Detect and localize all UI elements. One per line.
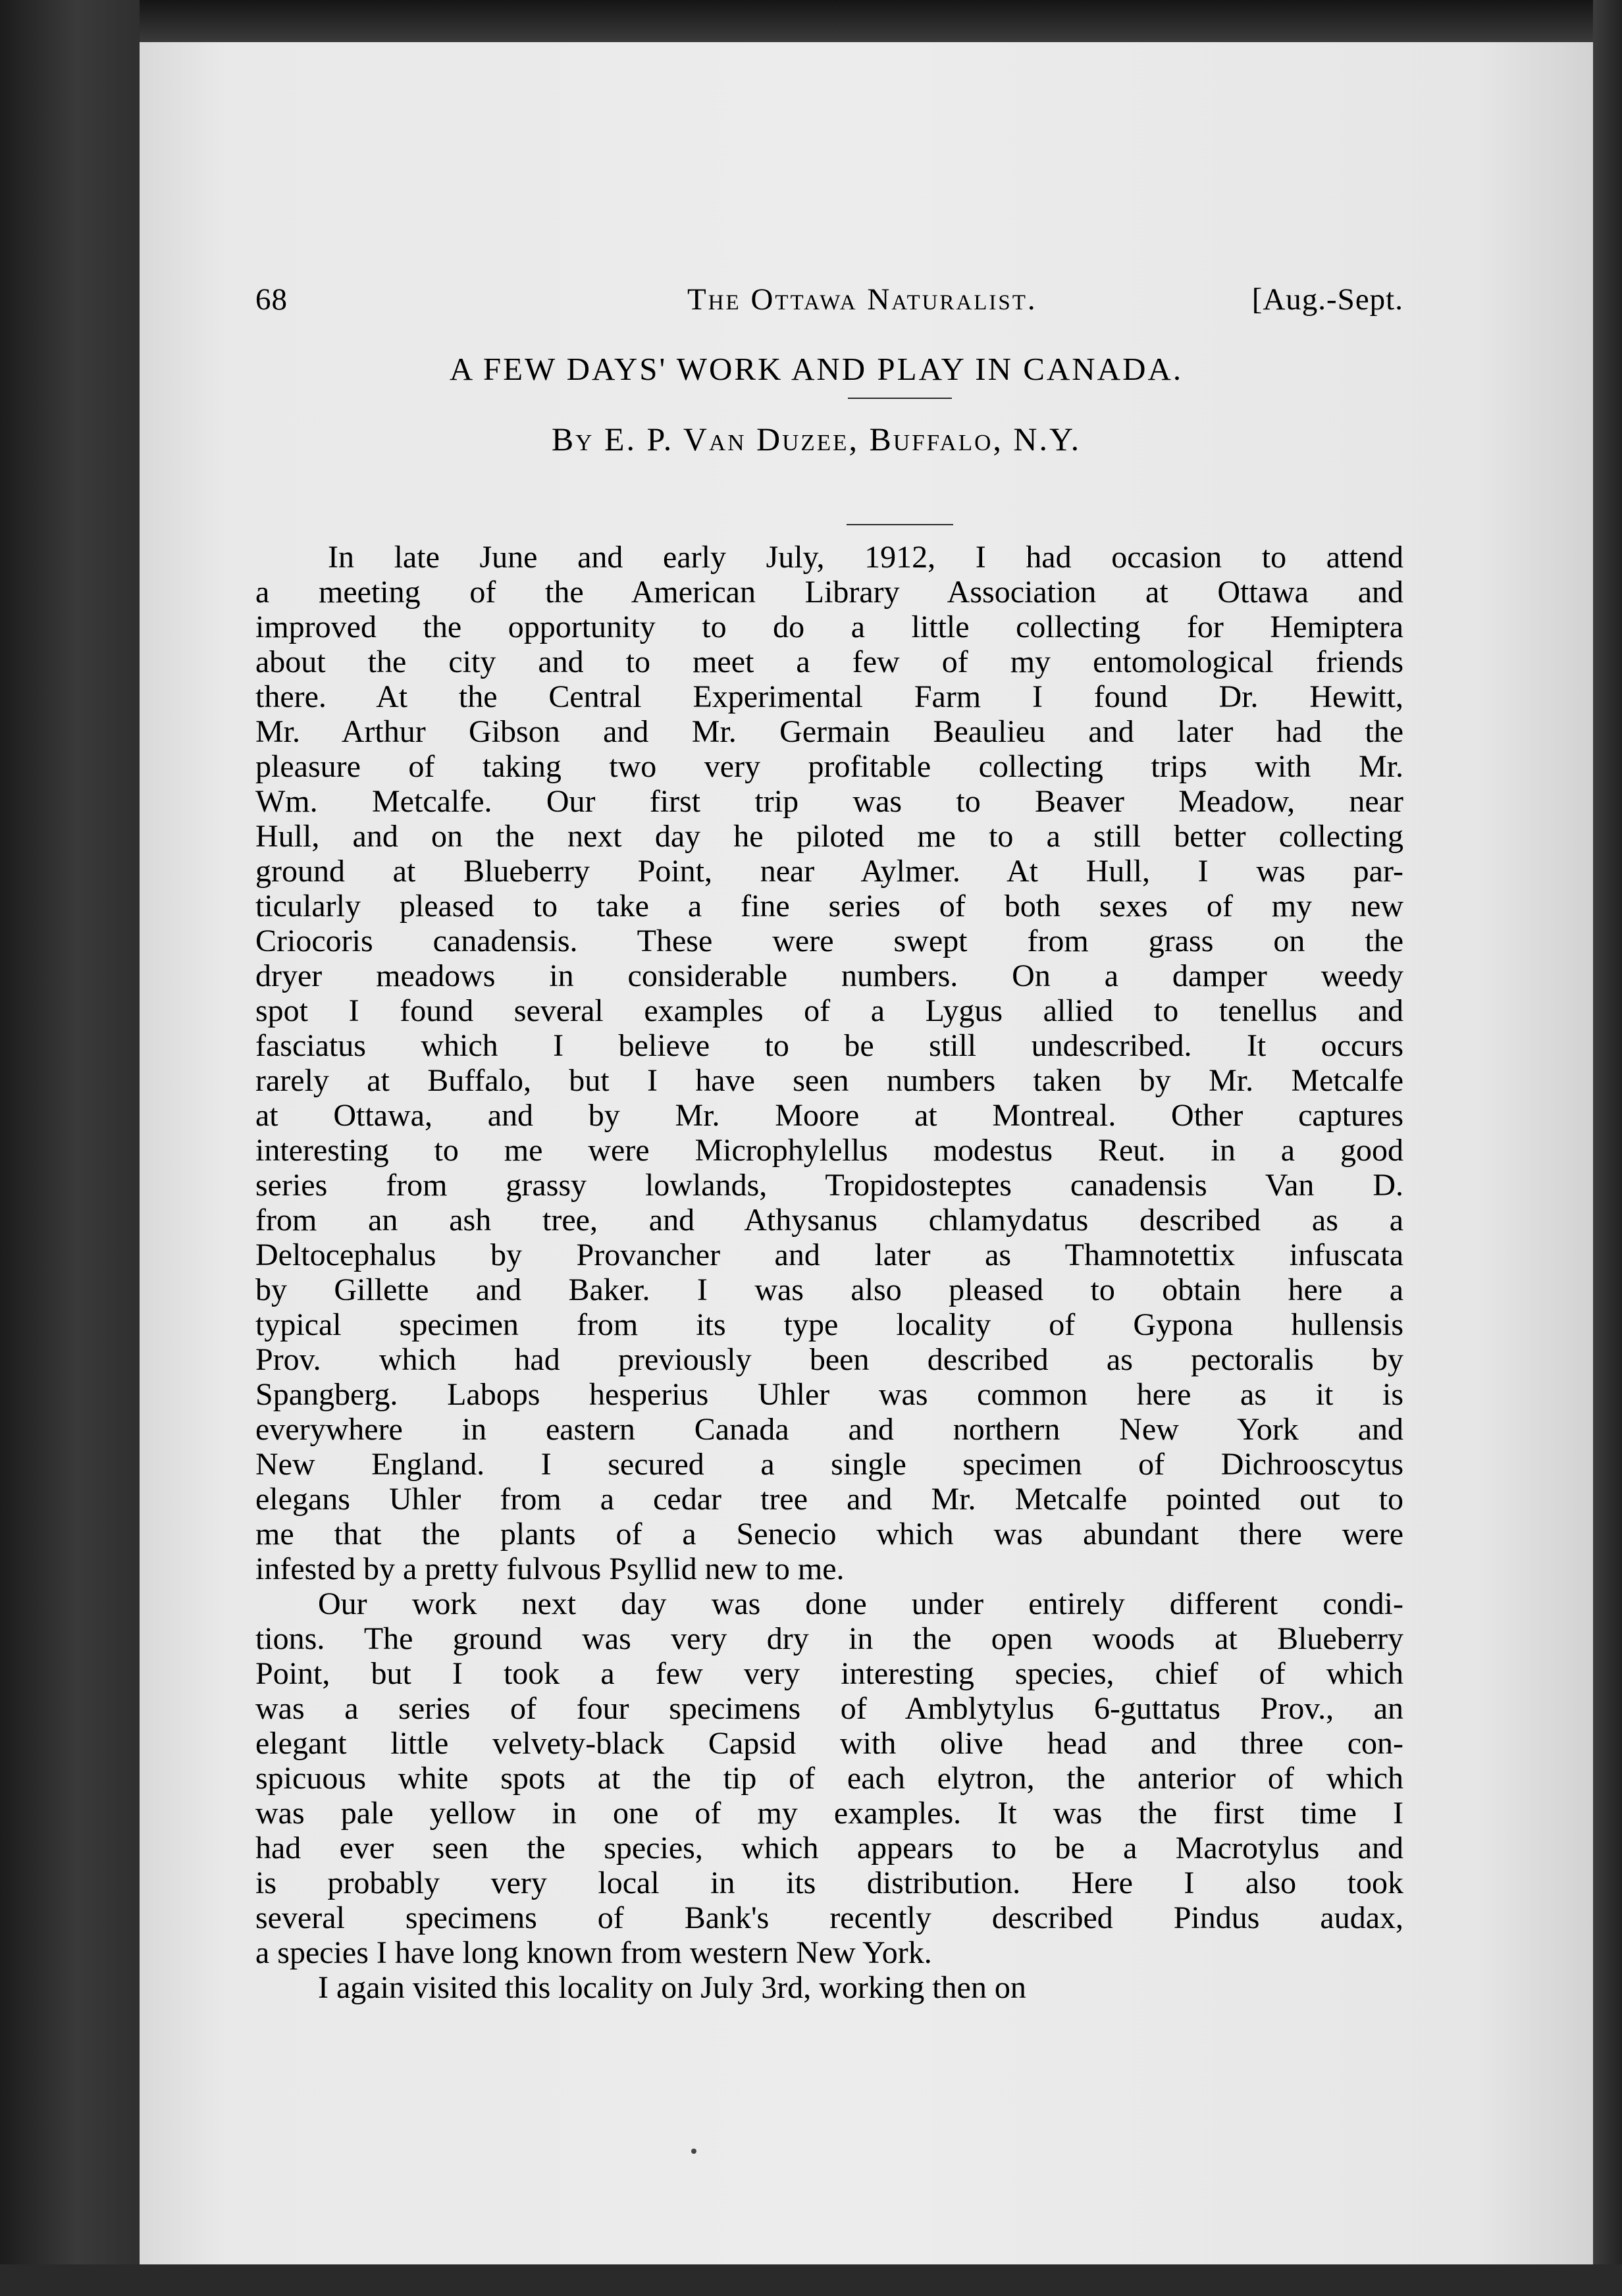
body-line: pleasure of taking two very profitable collecting trips with Mr. [255,749,1403,784]
byline-rule [847,524,953,525]
body-line: a meeting of the American Library Association at Ottawa and [255,575,1403,610]
body-line: Criocoris canadensis. These were swept from grass on the [255,924,1403,958]
body-line: dryer meadows in considerable numbers. On a damper weedy [255,958,1403,993]
body-line: me that the plants of a Senecio which was abundant there were [255,1517,1403,1552]
body-line: spicuous white spots at the tip of each elytron, the anterior of which [255,1761,1403,1796]
page-number: 68 [255,282,288,317]
body-line: was a series of four specimens of Amblytylus 6-guttatus Prov., an [255,1691,1403,1726]
article-body [255,540,1403,2005]
body-line: spot I found several examples of a Lygus allied to tenellus and [255,993,1403,1028]
body-line: I again visited this locality on July 3rd, working then on [318,1970,1026,2005]
body-line: Point, but I took a few very interesting species, chief of which [255,1656,1403,1691]
body-line: New England. I secured a single specimen of Dichrooscytus [255,1447,1403,1482]
body-line: Deltocephalus by Provancher and later as Thamnotettix infuscata [255,1238,1403,1272]
body-line: typical specimen from its type locality of Gypona hullensis [255,1307,1403,1342]
body-line: infested by a pretty fulvous Psyllid new to me. [255,1552,845,1586]
body-line: Spangberg. Labops hesperius Uhler was common here as it is [255,1377,1403,1412]
body-line: Mr. Arthur Gibson and Mr. Germain Beaulieu and later had the [255,714,1403,749]
body-line: at Ottawa, and by Mr. Moore at Montreal. Other captures [255,1098,1403,1133]
body-line: interesting to me were Microphylellus modestus Reut. in a good [255,1133,1403,1168]
body-line: rarely at Buffalo, but I have seen numbers taken by Mr. Metcalfe [255,1063,1403,1098]
scan-speck [691,2149,696,2154]
article-title: A FEW DAYS' WORK AND PLAY IN CANADA. [449,351,1184,387]
body-line: improved the opportunity to do a little collecting for Hemiptera [255,610,1403,644]
body-line: is probably very local in its distribution. Here I also took [255,1866,1403,1900]
body-line: a species I have long known from western New York. [255,1935,932,1970]
body-line: was pale yellow in one of my examples. It was the first time I [255,1796,1403,1831]
body-line: there. At the Central Experimental Farm I found Dr. Hewitt, [255,679,1403,714]
scan-border-right [1593,0,1622,2296]
body-line: about the city and to meet a few of my entomological friends [255,644,1403,679]
issue-date: [Aug.-Sept. [1251,282,1403,317]
body-line: from an ash tree, and Athysanus chlamydatus described as a [255,1203,1403,1238]
article-byline: By E. P. Van Duzee, Buffalo, N.Y. [551,421,1082,457]
body-line: Wm. Metcalfe. Our first trip was to Beaver Meadow, near [255,784,1403,819]
body-line: fasciatus which I believe to be still undescribed. It occurs [255,1028,1403,1063]
body-line: everywhere in eastern Canada and northern New York and [255,1412,1403,1447]
scan-border-top [0,0,1622,42]
journal-title: The Ottawa Naturalist. [687,282,1037,317]
body-line: ticularly pleased to take a fine series of both sexes of my new [255,889,1403,924]
body-line: series from grassy lowlands, Tropidosteptes canadensis Van D. [255,1168,1403,1203]
body-line: Prov. which had previously been described as pectoralis by [255,1342,1403,1377]
scan-border-bottom [0,2264,1622,2296]
body-line: elegans Uhler from a cedar tree and Mr. Metcalfe pointed out to [255,1482,1403,1517]
body-line: Hull, and on the next day he piloted me to a still better collecting [255,819,1403,854]
body-line: In late June and early July, 1912, I had occasion to attend [328,540,1403,575]
body-line: ground at Blueberry Point, near Aylmer. At Hull, I was par- [255,854,1403,889]
body-line: elegant little velvety-black Capsid with olive head and three con- [255,1726,1403,1761]
scan-border-left [0,0,140,2296]
title-rule [848,398,952,399]
body-line: had ever seen the species, which appears to be a Macrotylus and [255,1831,1403,1866]
running-header [255,282,1403,328]
body-line: Our work next day was done under entirely different condi- [318,1586,1403,1621]
body-line: several specimens of Bank's recently described Pindus audax, [255,1900,1403,1935]
body-line: tions. The ground was very dry in the open woods at Blueberry [255,1621,1403,1656]
body-line: by Gillette and Baker. I was also pleased to obtain here a [255,1272,1403,1307]
